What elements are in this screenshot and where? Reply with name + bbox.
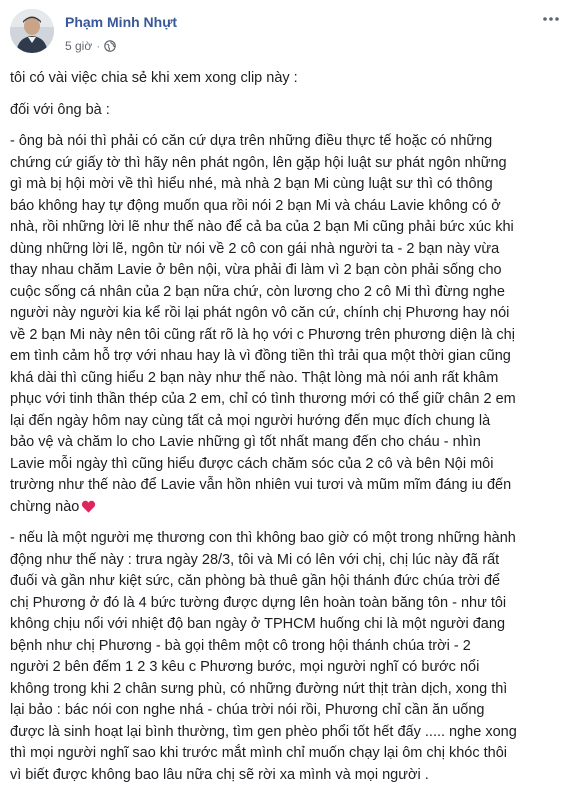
- post-paragraph-3-text: - ông bà nói thì phải có căn cứ dựa trên những điều thực tế hoặc có những chứng cứ giấy tờ thì hãy nên phát ngôn, lên gặp hội luật sư phát ngôn những gì mà bị hội mời về thì hiểu nhé, mà nhà 2 bạn Mi cùng luật sư thì có thông báo không hay tự động muốn qua rồi nói 2 bạn Mi và cháu Lavie không có ở nhà, rồi những lời lẽ như thế nào để cả ba của 2 bạn Mi cũng phải bức xúc khi dùng những lời lẽ, ngôn từ nói về 2 cô con gái nhà người ta - 2 bạn này vừa thay nhau chăm Lavie ở bên nội, vừa phải đi làm vì 2 bạn còn phải sống cho cuộc sống cá nhân của 2 bạn nữa chứ, còn lương cho 2 cô Mi thì đừng nghe người này người kia kể rồi lại phát ngôn vô căn cứ, chính chị Phương hay nói về 2 bạn Mi này nên tôi cũng rất rõ là họ với c Phương trên phương diện là chị em tình cảm hỗ trợ với nhau hay là vì đồng tiền thì trải qua một thời gian cũng khá dài thì cũng hiểu 2 bạn này như thế nào. Thật lòng mà nói anh rất khâm phục với tinh thần thép của 2 em, chỉ có tình thương mới có thể giữ chân 2 em lại đến ngày hôm nay cùng tất cả mọi người hướng đến mục đích chung là bảo vệ và chăm lo cho Lavie những gì tốt nhất mang đến cho cháu - nhìn Lavie mỗi ngày thì cũng hiểu được cách chăm sóc của 2 cô và bên Nội môi trường như thế nào để Lavie vẫn hồn nhiên vui tươi và mũm mĩm đáng iu đến chừng nào: [10, 133, 516, 515]
- post-body: [10, 68, 570, 796]
- post-meta: [65, 39, 116, 53]
- avatar-image: [10, 9, 54, 53]
- post-options-button[interactable]: [541, 9, 561, 29]
- red-heart-icon: [81, 499, 96, 514]
- author-name[interactable]: Phạm Minh Nhựt: [65, 14, 178, 30]
- author-avatar[interactable]: [10, 9, 54, 53]
- post-paragraph-4: - nếu là một người mẹ thương con thì không bao giờ có một trong những hành động như thế này : trưa ngày 28/3, tôi và Mi có lên với chị, chị lúc này đã rất đuối và gần như kiệt sức, căn phòng bà thuê gần hội thánh đức chúa trời để chị Phương ở đó là 4 bức tường được dựng lên hoàn toàn băng tôn - như tôi không chịu nổi với nhiệt độ ban ngày ở TPHCM huống chi là một người đang bệnh như chị Phương - bà gọi thêm một cô trong hội thánh chúa trời - 2 người 2 bên đếm 1 2 3 kêu c Phương bước, mọi người nghĩ có bước nổi không trong khi 2 chân sưng phù, có những đường nứt thịt tràn dịch, xong thì lại bảo : bác nói con nghe nhá - chúa trời nói rồi, Phương chỉ cần ăn uống được là sinh hoạt lại bình thường, tìm gen phèo phổi tốt hết đấy ..... nghe xong thì mọi người nghĩ sao khi trước mắt mình chỉ muốn chạy lại ôm chị khóc thôi vì biết được không bao lâu nữa chị sẽ rời xa mình và mọi người .: [10, 530, 517, 783]
- meta-separator: ·: [96, 39, 101, 53]
- post-paragraph-3: [10, 131, 570, 518]
- ellipsis-icon: [543, 17, 559, 21]
- post-paragraph-2: đối với ông bà :: [10, 101, 110, 118]
- globe-icon[interactable]: [104, 40, 116, 52]
- post-time[interactable]: 5 giờ: [65, 39, 93, 53]
- post-header: [10, 9, 563, 59]
- post-paragraph-1: tôi có vài việc chia sẻ khi xem xong clip này :: [10, 70, 298, 86]
